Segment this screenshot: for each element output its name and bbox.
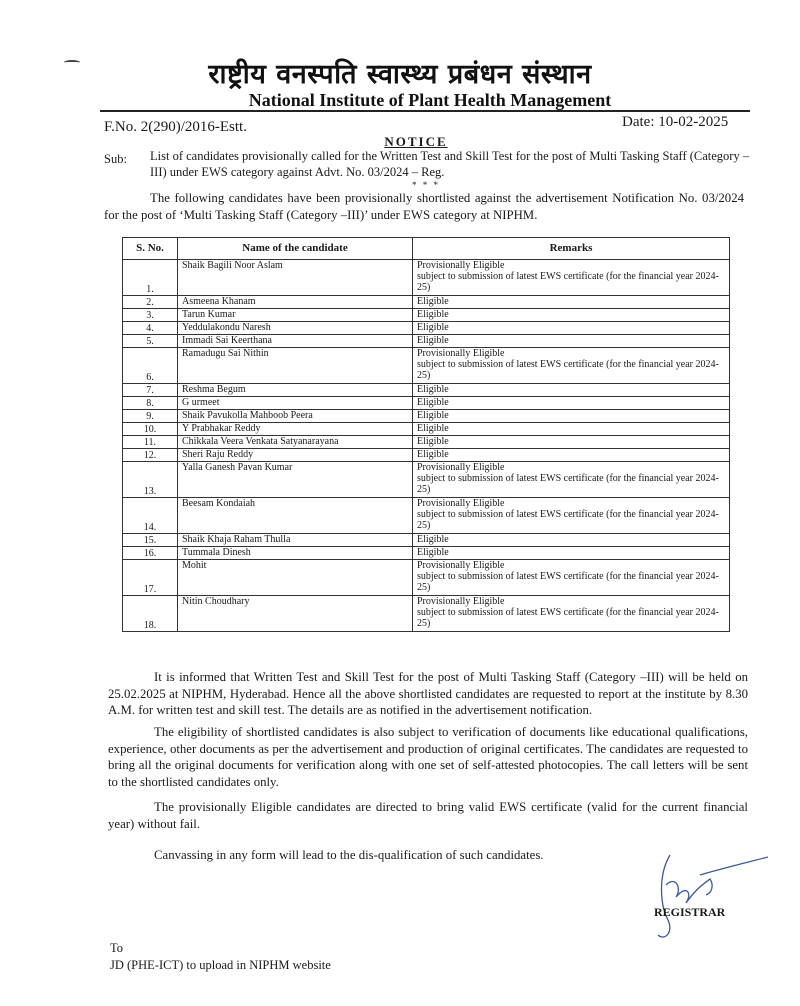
remarks-line: subject to submission of latest EWS certificate (for the financial year 2024-25) <box>417 607 719 629</box>
table-row <box>123 384 730 397</box>
remarks-line: Provisionally Eligible <box>417 260 505 271</box>
distribution <box>110 940 331 974</box>
remarks-line: Provisionally Eligible <box>417 596 505 607</box>
cell-remarks <box>413 534 730 547</box>
cell-candidate-name: Sheri Raju Reddy <box>178 449 413 462</box>
remarks-line: Eligible <box>417 397 449 408</box>
cell-sno: 4. <box>123 322 178 335</box>
remarks-line: Eligible <box>417 384 449 395</box>
paragraph-ews-certificate: The provisionally Eligible candidates are directed to bring valid EWS certificate (valid for the current financial year) without fail. <box>108 800 748 831</box>
remarks-line: Eligible <box>417 547 449 558</box>
cell-sno: 11. <box>123 436 178 449</box>
cell-remarks <box>413 260 730 296</box>
table-header-row <box>123 238 730 260</box>
institute-name-english: National Institute of Plant Health Management <box>248 90 612 110</box>
cell-sno: 2. <box>123 296 178 309</box>
remarks-line: Provisionally Eligible <box>417 560 505 571</box>
cell-sno: 13. <box>123 462 178 498</box>
cell-candidate-name: Tummala Dinesh <box>178 547 413 560</box>
cell-candidate-name: Beesam Kondaiah <box>178 498 413 534</box>
cell-remarks <box>413 449 730 462</box>
remarks-line: subject to submission of latest EWS certificate (for the financial year 2024-25) <box>417 359 719 381</box>
table-row <box>123 498 730 534</box>
cell-sno: 16. <box>123 547 178 560</box>
cell-candidate-name: Reshma Begum <box>178 384 413 397</box>
cell-sno: 1. <box>123 260 178 296</box>
table-row <box>123 436 730 449</box>
table-row <box>123 547 730 560</box>
cell-candidate-name: Immadi Sai Keerthana <box>178 335 413 348</box>
header-remarks: Remarks <box>413 238 730 260</box>
cell-sno: 12. <box>123 449 178 462</box>
subject-label: Sub: <box>104 152 127 166</box>
institute-name-hindi: राष्ट्रीय वनस्पति स्वास्थ्य प्रबंधन संस्थान <box>208 59 592 90</box>
cell-sno: 14. <box>123 498 178 534</box>
cell-candidate-name: Nitin Choudhary <box>178 596 413 632</box>
cell-remarks <box>413 560 730 596</box>
cell-sno: 6. <box>123 348 178 384</box>
cell-candidate-name: Yeddulakondu Naresh <box>178 322 413 335</box>
cell-remarks <box>413 335 730 348</box>
remarks-line: Eligible <box>417 296 449 307</box>
cell-remarks <box>413 348 730 384</box>
cell-candidate-name: Ramadugu Sai Nithin <box>178 348 413 384</box>
cell-sno: 7. <box>123 384 178 397</box>
table-row <box>123 596 730 632</box>
subject-text: List of candidates provisionally called for the Written Test and Skill Test for the post of Multi Tasking Staff (Category –III) under EWS category against Advt. No. 03/2024 – Reg. <box>150 149 750 179</box>
cell-sno: 10. <box>123 423 178 436</box>
cell-remarks <box>413 309 730 322</box>
to-text: JD (PHE-ICT) to upload in NIPHM website <box>110 958 331 972</box>
to-label: To <box>110 941 124 955</box>
notice-title: NOTICE <box>384 134 448 149</box>
table-row <box>123 335 730 348</box>
cell-remarks <box>413 462 730 498</box>
cell-remarks <box>413 547 730 560</box>
remarks-line: Eligible <box>417 449 449 460</box>
remarks-line: Provisionally Eligible <box>417 498 505 509</box>
remarks-line: Eligible <box>417 436 449 447</box>
cell-remarks <box>413 436 730 449</box>
remarks-line: Eligible <box>417 335 449 346</box>
cell-sno: 9. <box>123 410 178 423</box>
table-row <box>123 397 730 410</box>
remarks-line: Provisionally Eligible <box>417 462 505 473</box>
remarks-line: Provisionally Eligible <box>417 348 505 359</box>
remarks-line: Eligible <box>417 309 449 320</box>
cell-sno: 8. <box>123 397 178 410</box>
cell-remarks <box>413 410 730 423</box>
remarks-line: subject to submission of latest EWS certificate (for the financial year 2024-25) <box>417 271 719 293</box>
cell-candidate-name: Y Prabhakar Reddy <box>178 423 413 436</box>
cell-remarks <box>413 397 730 410</box>
header-name: Name of the candidate <box>178 238 413 260</box>
cell-candidate-name: Tarun Kumar <box>178 309 413 322</box>
cell-candidate-name: Shaik Pavukolla Mahboob Peera <box>178 410 413 423</box>
table-row <box>123 410 730 423</box>
table-row <box>123 309 730 322</box>
cell-candidate-name: Chikkala Veera Venkata Satyanarayana <box>178 436 413 449</box>
table-row <box>123 260 730 296</box>
cell-candidate-name: Mohit <box>178 560 413 596</box>
registrar-signature <box>640 845 780 945</box>
cell-remarks <box>413 384 730 397</box>
remarks-line: subject to submission of latest EWS certificate (for the financial year 2024-25) <box>417 509 719 531</box>
remarks-line: subject to submission of latest EWS certificate (for the financial year 2024-25) <box>417 571 719 593</box>
cell-remarks <box>413 322 730 335</box>
cell-candidate-name: Yalla Ganesh Pavan Kumar <box>178 462 413 498</box>
header-sno: S. No. <box>123 238 178 260</box>
cell-remarks <box>413 296 730 309</box>
cell-sno: 18. <box>123 596 178 632</box>
table-row <box>123 560 730 596</box>
cell-candidate-name: Shaik Bagili Noor Aslam <box>178 260 413 296</box>
paragraph-test-schedule: It is informed that Written Test and Skill Test for the post of Multi Tasking Staff (Category –III) will be held on 25.02.2025 at NIPHM, Hyderabad. Hence all the above shortlisted candidates are requested to report at the institute by 8.30 A.M. for written test and skill test. The details are as notified in the advertisement notification. <box>108 670 748 717</box>
cell-sno: 17. <box>123 560 178 596</box>
file-number: F.No. 2(290)/2016-Estt. <box>104 119 247 135</box>
candidates-table <box>122 237 730 632</box>
subject-separator: * * * <box>412 180 440 190</box>
cell-candidate-name: Asmeena Khanam <box>178 296 413 309</box>
table-row <box>123 296 730 309</box>
cell-sno: 5. <box>123 335 178 348</box>
signatory-title: REGISTRAR <box>654 905 726 919</box>
paragraph-canvassing: Canvassing in any form will lead to the dis-qualification of such candidates. <box>154 848 544 862</box>
cell-remarks <box>413 498 730 534</box>
header-rule <box>100 110 750 112</box>
notice-date: Date: 10-02-2025 <box>622 114 729 130</box>
cell-remarks <box>413 596 730 632</box>
cell-remarks <box>413 423 730 436</box>
remarks-line: subject to submission of latest EWS certificate (for the financial year 2024-25) <box>417 473 719 495</box>
table-row <box>123 462 730 498</box>
table-row <box>123 449 730 462</box>
table-row <box>123 423 730 436</box>
candidates-table-body <box>123 260 730 632</box>
remarks-line: Eligible <box>417 534 449 545</box>
paragraph-eligibility: The eligibility of shortlisted candidates is also subject to verification of documents like educational qualifications, experience, other documents as per the advertisement and production of original certificates. The candidates are requested to bring all the original documents for verification along with one set of self-attested photocopies. The call letters will be sent to the shortlisted candidates only. <box>108 725 748 789</box>
table-row <box>123 322 730 335</box>
remarks-line: Eligible <box>417 322 449 333</box>
remarks-line: Eligible <box>417 410 449 421</box>
intro-paragraph: The following candidates have been provisionally shortlisted against the advertisement Notification No. 03/2024 for the post of ‘Multi Tasking Staff (Category –III)’ under EWS category at NIPHM. <box>104 191 744 222</box>
table-row <box>123 534 730 547</box>
remarks-line: Eligible <box>417 423 449 434</box>
table-row <box>123 348 730 384</box>
cell-sno: 15. <box>123 534 178 547</box>
cell-sno: 3. <box>123 309 178 322</box>
cell-candidate-name: G urmeet <box>178 397 413 410</box>
cell-candidate-name: Shaik Khaja Raham Thulla <box>178 534 413 547</box>
